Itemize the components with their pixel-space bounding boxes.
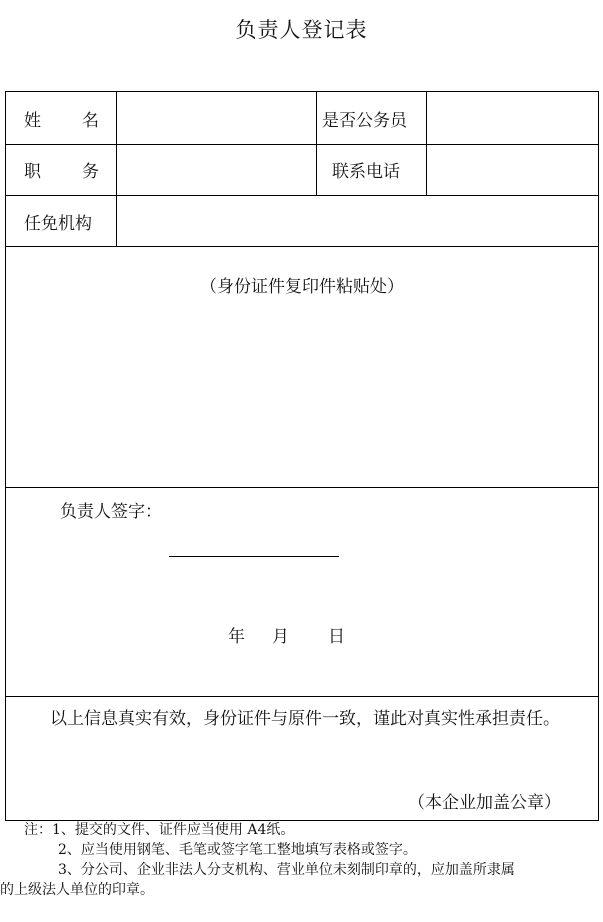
phone-label: 联系电话 xyxy=(332,162,400,182)
seal-note: （本企业加盖公章） xyxy=(408,793,561,813)
notes-section xyxy=(0,820,594,900)
civil-servant-field[interactable] xyxy=(427,93,597,144)
note-item: 3、分公司、企业非法人分支机构、营业单位未刻制印章的，应加盖所隶属 xyxy=(58,862,515,878)
appointing-body-field[interactable] xyxy=(117,196,597,246)
date-month-label: 月 xyxy=(272,627,289,647)
date-day-label: 日 xyxy=(328,627,345,647)
row-divider xyxy=(6,487,598,488)
name-label: 姓 名 xyxy=(24,111,99,131)
column-divider xyxy=(316,92,317,195)
date-year-label: 年 xyxy=(228,627,245,647)
note-item: 2、应当使用钢笔、毛笔或签字笔工整地填写表格或签字。 xyxy=(58,842,417,858)
phone-field[interactable] xyxy=(427,145,597,195)
position-label: 职 务 xyxy=(24,162,99,182)
signature-label: 负责人签字： xyxy=(60,502,162,522)
id-copy-area-label: （身份证件复印件粘贴处） xyxy=(200,277,404,297)
note-item: 的上级法人单位的印章。 xyxy=(0,882,154,898)
appointing-body-label: 任免机构 xyxy=(24,214,92,234)
civil-servant-label: 是否公务员 xyxy=(322,111,407,131)
note-item: 注：1、提交的文件、证件应当使用 A4纸。 xyxy=(24,822,295,838)
page-title: 负责人登记表 xyxy=(235,18,368,42)
row-divider xyxy=(6,246,598,247)
declaration-text: 以上信息真实有效，身份证件与原件一致，谨此对真实性承担责任。 xyxy=(50,709,560,729)
row-divider xyxy=(6,696,598,697)
registration-form xyxy=(5,91,599,821)
position-field[interactable] xyxy=(117,145,316,195)
signature-line[interactable] xyxy=(169,556,339,557)
name-field[interactable] xyxy=(117,93,316,144)
